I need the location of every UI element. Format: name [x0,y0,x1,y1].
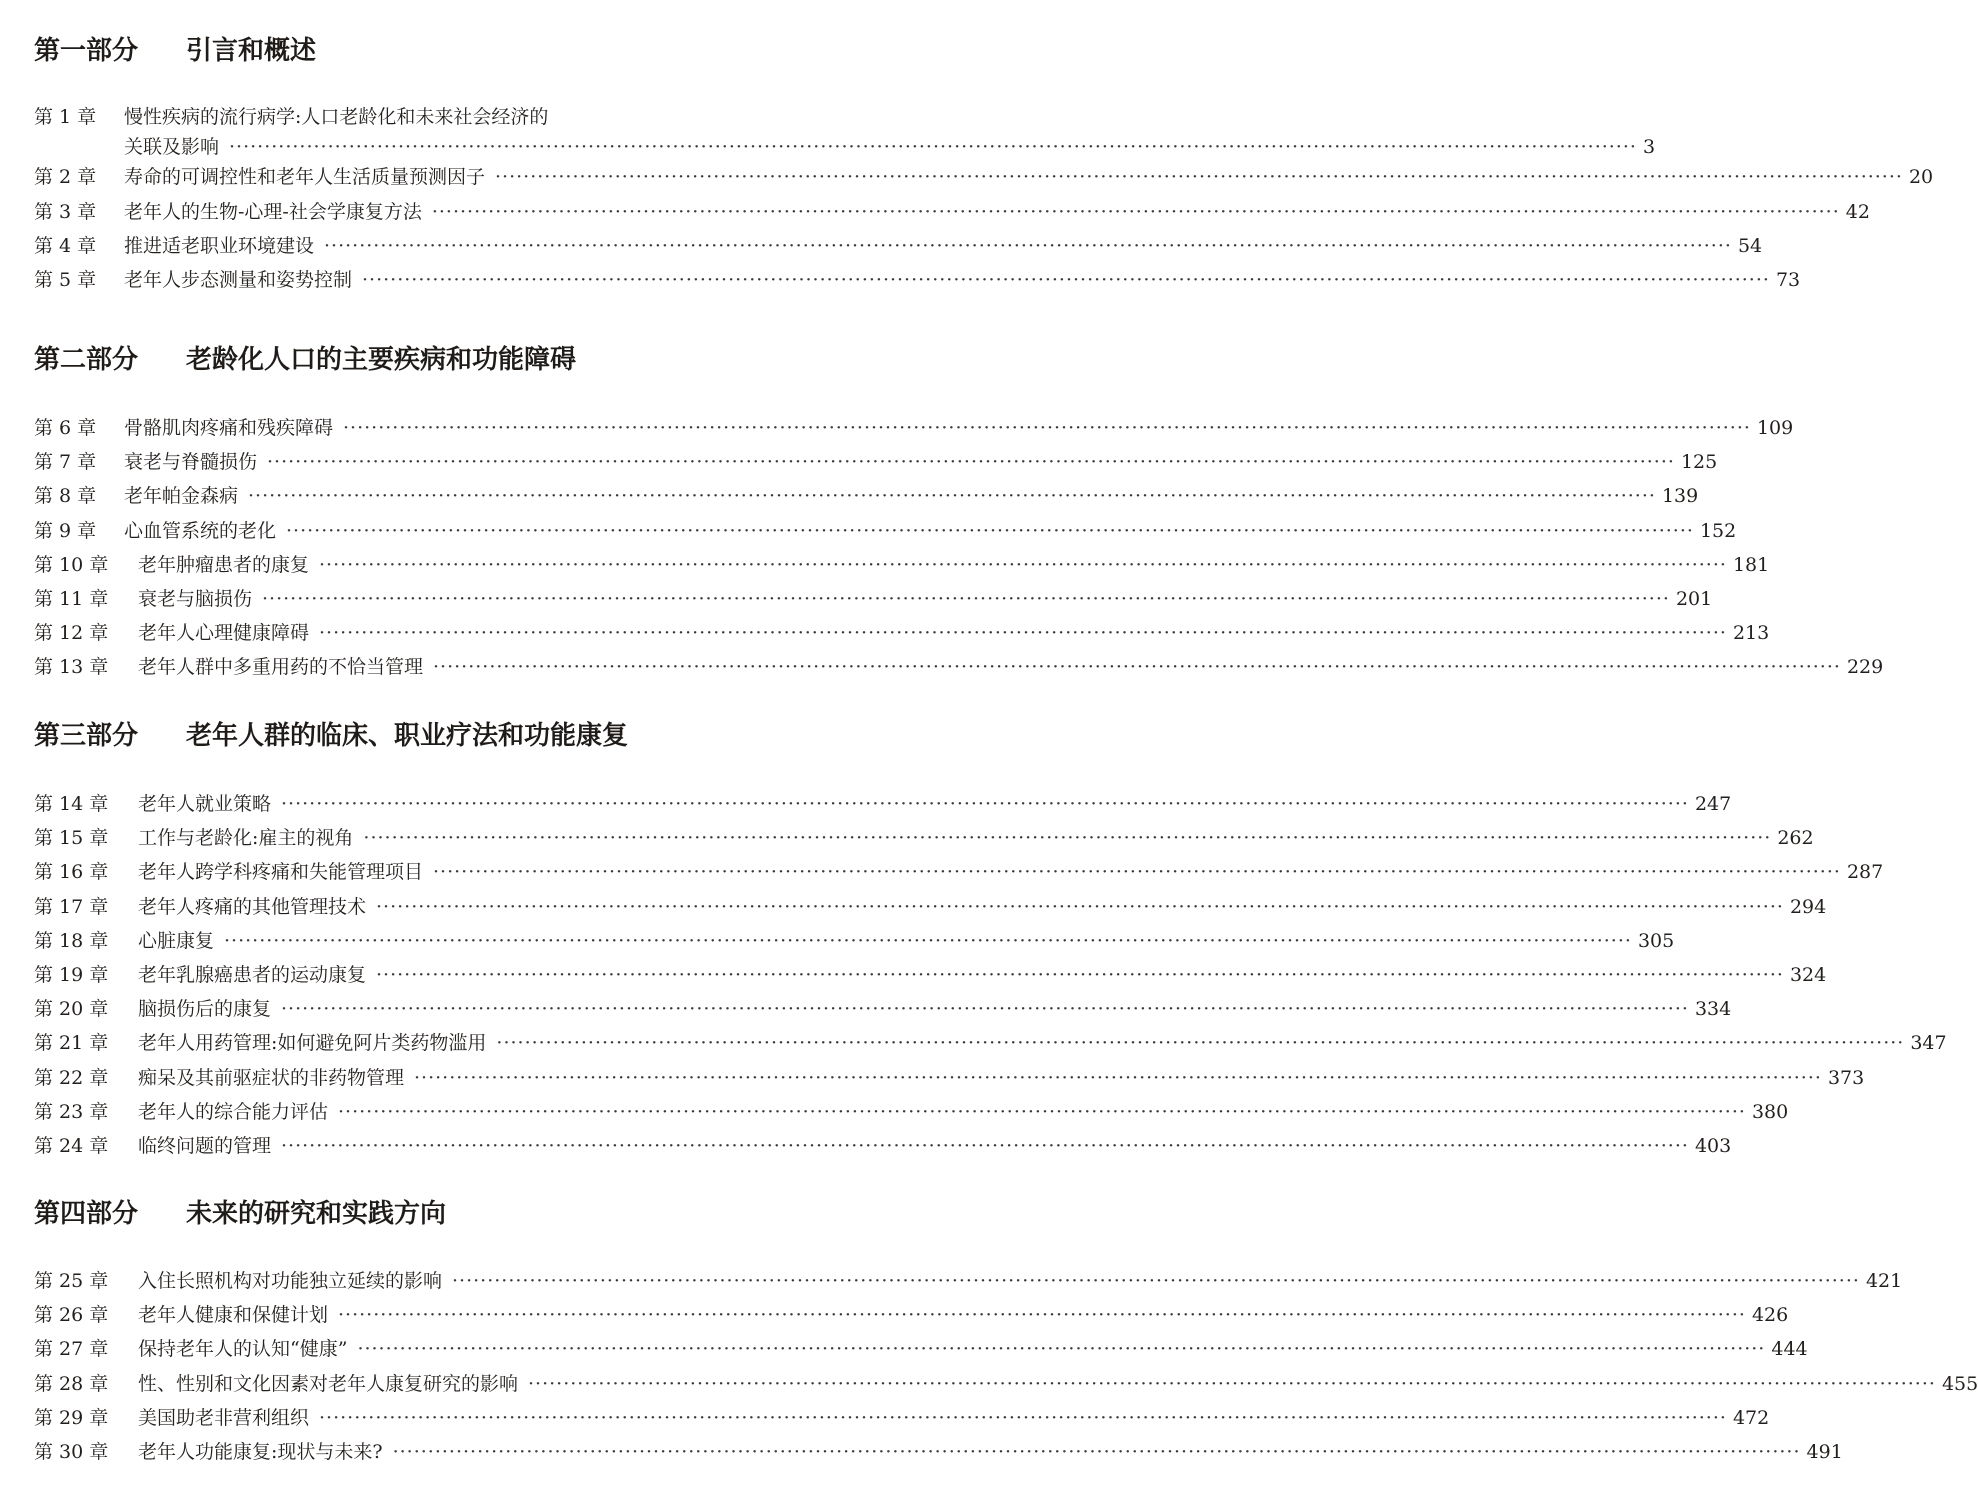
page-number: 347 [1910,1032,1947,1054]
leader-dots: ········································································································································································································ [433,656,1841,678]
toc-entry[interactable] [34,447,1718,477]
chapter-label: 第 9 章 [34,520,97,542]
leader-dots: ········································································································································································································ [414,1067,1822,1089]
toc-entry[interactable] [34,413,1794,443]
chapter-label: 第 20 章 [34,998,109,1020]
chapter-label: 第 12 章 [34,622,109,644]
chapter-title: 老年帕金森病 [124,485,239,507]
chapter-label: 第 19 章 [34,964,109,986]
leader-dots: ········································································································································································································ [528,1373,1936,1395]
toc-entry[interactable] [34,481,1699,511]
chapter-title: 老年人的生物-心理-社会学康复方法 [124,201,422,223]
leader-dots: ········································································································································································································ [362,269,1770,291]
chapter-title: 性、性别和文化因素对老年人康复研究的影响 [138,1373,519,1395]
chapter-title: 心脏康复 [138,930,215,952]
toc-entry[interactable] [34,265,1801,295]
page-number: 20 [1908,166,1934,188]
chapter-label: 第 8 章 [34,485,97,507]
part-title-text: 老龄化人口的主要疾病和功能障碍 [186,345,577,375]
page-number: 139 [1661,485,1699,507]
toc-entry[interactable] [34,197,1870,227]
page-number: 294 [1789,896,1827,918]
part-number: 第四部分 [34,1199,139,1229]
part-heading [34,719,628,753]
page-number: 421 [1865,1270,1903,1292]
leader-dots: ········································································································································································································ [338,1101,1746,1123]
leader-dots: ········································································································································································································ [248,485,1656,507]
page-number: 109 [1756,417,1794,439]
part-number: 第一部分 [34,36,139,66]
chapter-title: 老年人的综合能力评估 [138,1101,329,1123]
toc-entry[interactable] [34,1097,1789,1127]
page-number: 334 [1694,998,1732,1020]
page-number: 262 [1777,827,1814,849]
chapter-label: 第 24 章 [34,1135,109,1157]
page-number: 426 [1751,1304,1789,1326]
leader-dots: ········································································································································································································ [338,1304,1746,1326]
page-number: 201 [1675,588,1713,610]
toc-entry[interactable] [34,857,1884,887]
leader-dots: ········································································································································································································ [431,201,1840,223]
leader-dots: ········································································································································································································ [262,588,1670,610]
toc-entry[interactable] [34,994,1732,1024]
page-number: 287 [1846,861,1884,883]
leader-dots: ········································································································································································································ [376,896,1784,918]
chapter-title: 老年人就业策略 [138,793,272,815]
chapter-title: 老年人心理健康障碍 [138,622,310,644]
page-number: 324 [1789,964,1827,986]
toc-entry[interactable] [34,1131,1732,1161]
part-number: 第三部分 [34,721,139,751]
chapter-title: 老年人功能康复:现状与未来? [138,1441,383,1463]
chapter-title: 保持老年人的认知“健康” [138,1338,348,1360]
page-number: 54 [1737,235,1763,257]
toc-entry[interactable] [34,1334,1808,1364]
leader-dots: ········································································································································································································ [267,451,1675,473]
page-number: 444 [1771,1338,1808,1360]
chapter-label: 第 3 章 [34,201,97,223]
chapter-label: 第 13 章 [34,656,109,678]
leader-dots: ········································································································································································································ [286,520,1694,542]
chapter-label: 第 1 章 [34,106,97,128]
toc-entry[interactable] [34,1403,1770,1433]
toc-entry[interactable] [34,516,1737,546]
toc-entry[interactable] [34,1437,1843,1467]
toc-entry[interactable] [34,231,1763,261]
chapter-title: 老年人跨学科疼痛和失能管理项目 [138,861,424,883]
chapter-title: 衰老与脊髓损伤 [124,451,258,473]
toc-entry[interactable] [34,652,1884,682]
page-number: 380 [1751,1101,1789,1123]
leader-dots: ········································································································································································································ [376,964,1784,986]
chapter-label: 第 10 章 [34,554,109,576]
part-title-text: 未来的研究和实践方向 [186,1199,447,1229]
chapter-label: 第 6 章 [34,417,97,439]
chapter-title: 心血管系统的老化 [124,520,277,542]
leader-dots: ········································································································································································································ [224,930,1632,952]
page-number: 373 [1827,1067,1865,1089]
chapter-title: 老年人步态测量和姿势控制 [124,269,353,291]
chapter-label: 第 29 章 [34,1407,109,1429]
chapter-title: 老年人群中多重用药的不恰当管理 [138,656,424,678]
leader-dots: ········································································································································································································ [281,1135,1689,1157]
leader-dots: ········································································································································································································ [495,166,1903,188]
chapter-label: 第 28 章 [34,1373,109,1395]
toc-entry[interactable] [34,162,1934,192]
page-number: 213 [1732,622,1770,644]
chapter-label: 第 14 章 [34,793,109,815]
leader-dots: ········································································································································································································ [324,235,1732,257]
part-title-text: 老年人群的临床、职业疗法和功能康复 [186,721,629,751]
leader-dots: ········································································································································································································ [392,1441,1801,1463]
chapter-title: 老年肿瘤患者的康复 [138,554,310,576]
chapter-title: 入住长照机构对功能独立延续的影响 [138,1270,443,1292]
part-heading [34,1197,446,1231]
toc-entry[interactable] [34,960,1827,990]
page-number: 229 [1846,656,1884,678]
toc-entry[interactable] [34,1266,1903,1296]
chapter-title: 老年人用药管理:如何避免阿片类药物滥用 [138,1032,487,1054]
page-number: 491 [1806,1441,1843,1463]
chapter-title: 老年人健康和保健计划 [138,1304,329,1326]
chapter-label: 第 4 章 [34,235,97,257]
chapter-label: 第 25 章 [34,1270,109,1292]
toc-entry[interactable] [34,789,1732,819]
chapter-title: 推进适老职业环境建设 [124,235,315,257]
page-number: 455 [1941,1373,1978,1395]
leader-dots: ········································································································································································································ [357,1338,1766,1360]
chapter-label: 第 7 章 [34,451,97,473]
part-number: 第二部分 [34,345,139,375]
toc-entry[interactable] [34,1028,1947,1058]
part-heading [34,34,316,68]
leader-dots: ········································································································································································································ [281,793,1689,815]
leader-dots: ········································································································································································································ [452,1270,1860,1292]
chapter-title: 工作与老龄化:雇主的视角 [138,827,354,849]
leader-dots: ········································································································································································································ [343,417,1751,439]
chapter-title: 衰老与脑损伤 [138,588,253,610]
page-number: 125 [1680,451,1718,473]
page-number: 42 [1845,201,1870,223]
chapter-title: 老年乳腺癌患者的运动康复 [138,964,367,986]
leader-dots: ········································································································································································································ [319,1407,1727,1429]
page-number: 472 [1732,1407,1770,1429]
leader-dots: ········································································································································································································ [281,998,1689,1020]
chapter-label: 第 17 章 [34,896,109,918]
page-number: 247 [1694,793,1732,815]
toc-entry[interactable] [34,926,1675,956]
page-number: 152 [1699,520,1737,542]
chapter-label: 第 16 章 [34,861,109,883]
toc-entry[interactable] [34,618,1770,648]
part-heading [34,343,576,377]
toc-entry[interactable] [34,1063,1865,1093]
toc-entry[interactable] [34,1369,1978,1399]
chapter-label: 第 23 章 [34,1101,109,1123]
chapter-label: 第 5 章 [34,269,97,291]
chapter-label: 第 27 章 [34,1338,109,1360]
page-number: 73 [1775,269,1801,291]
page-number: 3 [1642,136,1656,158]
toc-entry[interactable] [34,892,1827,922]
chapter-title: 老年人疼痛的其他管理技术 [138,896,367,918]
toc-entry[interactable] [34,584,1713,614]
chapter-title-continued: 关联及影响 [124,136,220,158]
chapter-title: 骨骼肌肉疼痛和残疾障碍 [124,417,334,439]
leader-dots: ········································································································································································································ [319,554,1727,576]
chapter-label: 第 18 章 [34,930,109,952]
chapter-title: 慢性疾病的流行病学:人口老龄化和未来社会经济的 [124,106,549,128]
page-number: 305 [1637,930,1675,952]
chapter-label: 第 2 章 [34,166,97,188]
chapter-label: 第 30 章 [34,1441,109,1463]
page-number: 181 [1732,554,1770,576]
chapter-label: 第 26 章 [34,1304,109,1326]
page-number: 403 [1694,1135,1732,1157]
chapter-label: 第 22 章 [34,1067,109,1089]
leader-dots: ········································································································································································································ [496,1032,1905,1054]
toc-entry[interactable] [34,102,1656,158]
chapter-label: 第 21 章 [34,1032,109,1054]
chapter-title: 脑损伤后的康复 [138,998,272,1020]
chapter-label: 第 11 章 [34,588,109,610]
leader-dots: ········································································································································································································ [319,622,1727,644]
part-title-text: 引言和概述 [186,36,317,66]
chapter-title: 临终问题的管理 [138,1135,272,1157]
toc-entry[interactable] [34,550,1770,580]
leader-dots: ········································································································································································································ [363,827,1772,849]
toc-entry[interactable] [34,1300,1789,1330]
leader-dots: ········································································································································································································ [433,861,1841,883]
toc-entry[interactable] [34,823,1814,853]
leader-dots: ········································································································································································································ [229,136,1637,158]
chapter-title: 痴呆及其前驱症状的非药物管理 [138,1067,405,1089]
chapter-label: 第 15 章 [34,827,109,849]
chapter-title: 寿命的可调控性和老年人生活质量预测因子 [124,166,486,188]
chapter-title: 美国助老非营利组织 [138,1407,310,1429]
